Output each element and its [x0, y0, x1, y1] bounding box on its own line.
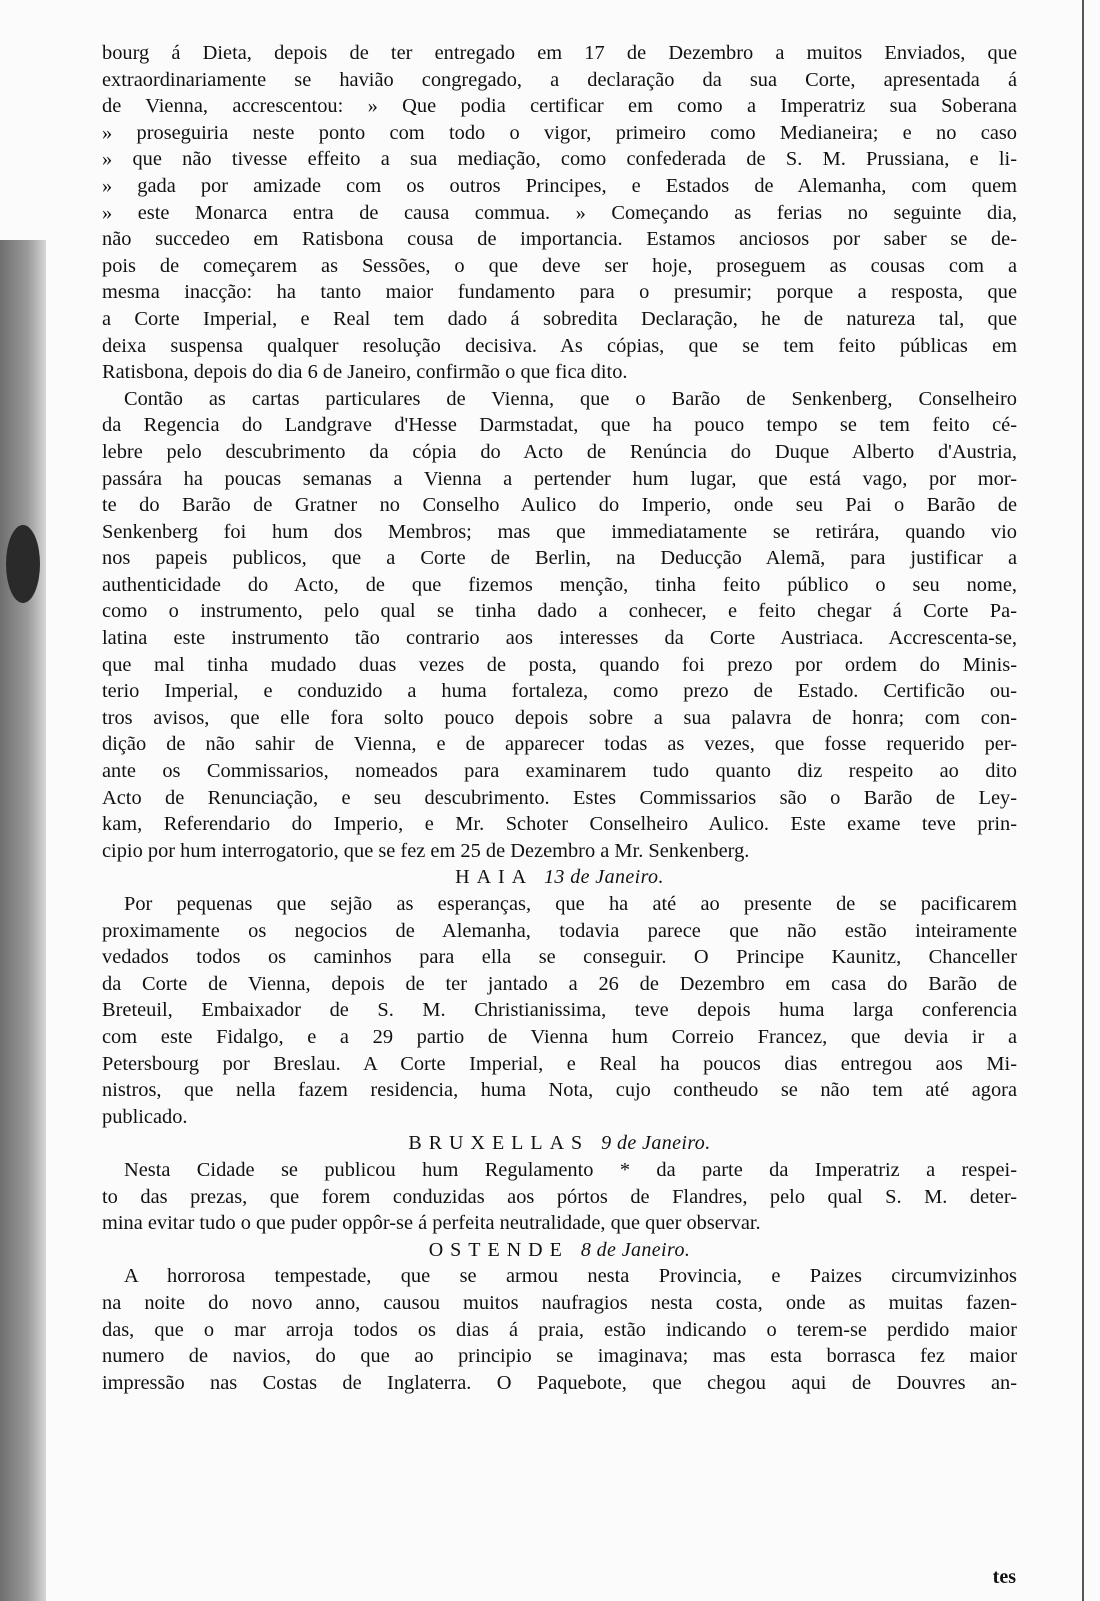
text-line: proximamente os negocios de Alemanha, todavia parece que não estão inteiramente — [102, 919, 1017, 942]
text-line: mesma inacção: ha tanto maior fundamento para o presumir; porque a resposta, que — [102, 281, 1017, 304]
text-line: bourg á Dieta, depois de ter entregado em 17 de Dezembro a muitos Enviados, que — [102, 42, 1017, 64]
text-line: numero de navios, do que ao principio se imaginava; mas esta borrasca fez maior — [102, 1345, 1017, 1368]
page-edge-rule — [1082, 0, 1084, 1601]
text-line: lebre pelo descubrimento da cópia do Acto de Renúncia do Duque Alberto d'Austria, — [102, 440, 1017, 463]
text-line: terio Imperial, e conduzido a huma fortaleza, como prezo de Estado. Certificão ou- — [102, 680, 1017, 703]
text-line: ante os Commissarios, nomeados para examinarem tudo quanto diz respeito ao dito — [102, 760, 1017, 783]
text-line: de Vienna, accrescentou: » Que podia certificar em como a Imperatriz sua Soberana — [102, 95, 1017, 118]
text-line: nistros, que nella fazem residencia, huma Nota, cujo contheudo se não tem até agora — [102, 1079, 1017, 1102]
article-body — [102, 40, 1017, 1396]
dateline-date: 13 de Janeiro. — [544, 866, 664, 889]
section-heading — [102, 1130, 1017, 1157]
text-line: Senkenberg foi hum dos Membros; mas que immediatamente se retirára, quando vio — [102, 520, 1017, 543]
text-line: tros avisos, que elle fora solto pouco depois sobre a sua palavra de honra; com con- — [102, 706, 1017, 729]
text-line: Petersbourg por Breslau. A Corte Imperial, e Real ha poucos dias entregou aos Mi- — [102, 1052, 1017, 1075]
text-line: Acto de Renunciação, e seu descubrimento. Estes Commissarios são o Barão de Ley- — [102, 786, 1017, 809]
text-line: kam, Referendario do Imperio, e Mr. Schoter Conselheiro Aulico. Este exame teve prin- — [102, 813, 1017, 836]
text-line: dição de não sahir de Vienna, e de apparecer todas as vezes, que fosse requerido per- — [102, 733, 1017, 756]
binding-hole — [6, 525, 40, 603]
text-line: » este Monarca entra de causa commua. » Começando as ferias no seguinte dia, — [102, 201, 1017, 224]
text-line: Por pequenas que sejão as esperanças, que ha até ao presente de se pacificarem — [124, 893, 1017, 915]
text-line: extraordinariamente se havião congregado, a declaração da sua Corte, apresentada á — [102, 68, 1017, 91]
text-line: cipio por hum interrogatorio, que se fez em 25 de Dezembro a Mr. Senkenberg. — [102, 839, 750, 862]
section-heading — [102, 864, 1017, 891]
dateline-date: 8 de Janeiro. — [580, 1238, 691, 1261]
text-line: nos papeis publicos, que a Corte de Berlin, na Deducção Alemã, para justificar a — [102, 547, 1017, 570]
text-line: » gada por amizade com os outros Principes, e Estados de Alemanha, com quem — [102, 174, 1017, 197]
section-heading — [102, 1237, 1017, 1264]
text-line: te do Barão de Gratner no Conselho Aulico do Imperio, onde seu Pai o Barão de — [102, 494, 1017, 517]
text-line: Breteuil, Embaixador de S. M. Christianissima, teve depois huma larga conferencia — [102, 999, 1017, 1022]
text-line: da Regencia do Landgrave d'Hesse Darmstadat, que ha pouco tempo se tem feito cé- — [102, 414, 1017, 437]
dateline-date: 9 de Janeiro. — [601, 1132, 711, 1155]
dateline-place: OSTENDE — [428, 1238, 569, 1261]
text-line: mina evitar tudo o que puder oppôr-se á perfeita neutralidade, que quer observar. — [102, 1212, 761, 1235]
text-line: impressão nas Costas de Inglaterra. O Paquebote, que chegou aqui de Douvres an- — [102, 1371, 1017, 1394]
text-line: Ratisbona, depois do dia 6 de Janeiro, confirmão o que fica dito. — [102, 361, 628, 384]
text-line: latina este instrumento tão contrario aos interesses da Corte Austriaca. Accrescenta-se, — [102, 627, 1017, 650]
text-line: não succedeo em Ratisbona cousa de importancia. Estamos anciosos por saber se de- — [102, 228, 1017, 251]
text-line: pois de começarem as Sessões, o que deve ser hoje, proseguem as cousas com a — [102, 254, 1017, 277]
text-line: vedados todos os caminhos para ella se conseguir. O Principe Kaunitz, Chanceller — [102, 946, 1017, 969]
dateline-place: BRUXELLAS — [408, 1132, 590, 1155]
text-line: » que não tivesse effeito a sua mediação, como confederada de S. M. Prussiana, e li- — [102, 148, 1017, 171]
text-line: com este Fidalgo, e a 29 partio de Vienna hum Correio Francez, que devia ir a — [102, 1025, 1017, 1048]
text-line: authenticidade do Acto, de que fizemos menção, tinha feito público o seu nome, — [102, 573, 1017, 596]
text-line: na noite do novo anno, causou muitos naufragios nesta costa, onde as muitas fazen- — [102, 1291, 1017, 1314]
text-line: » proseguiria neste ponto com todo o vigor, primeiro como Medianeira; e no caso — [102, 121, 1017, 144]
text-line: Nesta Cidade se publicou hum Regulamento * da parte da Imperatriz a respei- — [124, 1158, 1017, 1181]
text-line: Contão as cartas particulares de Vienna, que o Barão de Senkenberg, Conselheiro — [124, 387, 1017, 410]
text-line: passára ha poucas semanas a Vienna a pertender hum lugar, que está vago, por mor- — [102, 467, 1017, 490]
text-line: que mal tinha mudado duas vezes de posta, quando foi prezo por ordem do Minis- — [102, 653, 1017, 676]
binding-shadow — [0, 240, 46, 1601]
dateline-place: HAIA — [455, 866, 533, 889]
text-line: A horrorosa tempestade, que se armou nesta Provincia, e Paizes circumvizinhos — [124, 1265, 1017, 1288]
text-line: publicado. — [102, 1105, 188, 1128]
text-line: to das prezas, que forem conduzidas aos pórtos de Flandres, pelo qual S. M. deter- — [102, 1185, 1017, 1208]
text-line: a Corte Imperial, e Real tem dado á sobredita Declaração, he de natureza tal, que — [102, 307, 1017, 330]
text-line: deixa suspensa qualquer resolução decisiva. As cópias, que se tem feito públicas em — [102, 334, 1017, 357]
catchword: tes — [992, 1566, 1016, 1588]
text-line: da Corte de Vienna, depois de ter jantado a 26 de Dezembro em casa do Barão de — [102, 972, 1017, 995]
text-line: como o instrumento, pelo qual se tinha dado a conhecer, e feito chegar á Corte Pa- — [102, 600, 1017, 623]
text-line: das, que o mar arroja todos os dias á praia, estão indicando o terem-se perdido maior — [102, 1318, 1017, 1341]
